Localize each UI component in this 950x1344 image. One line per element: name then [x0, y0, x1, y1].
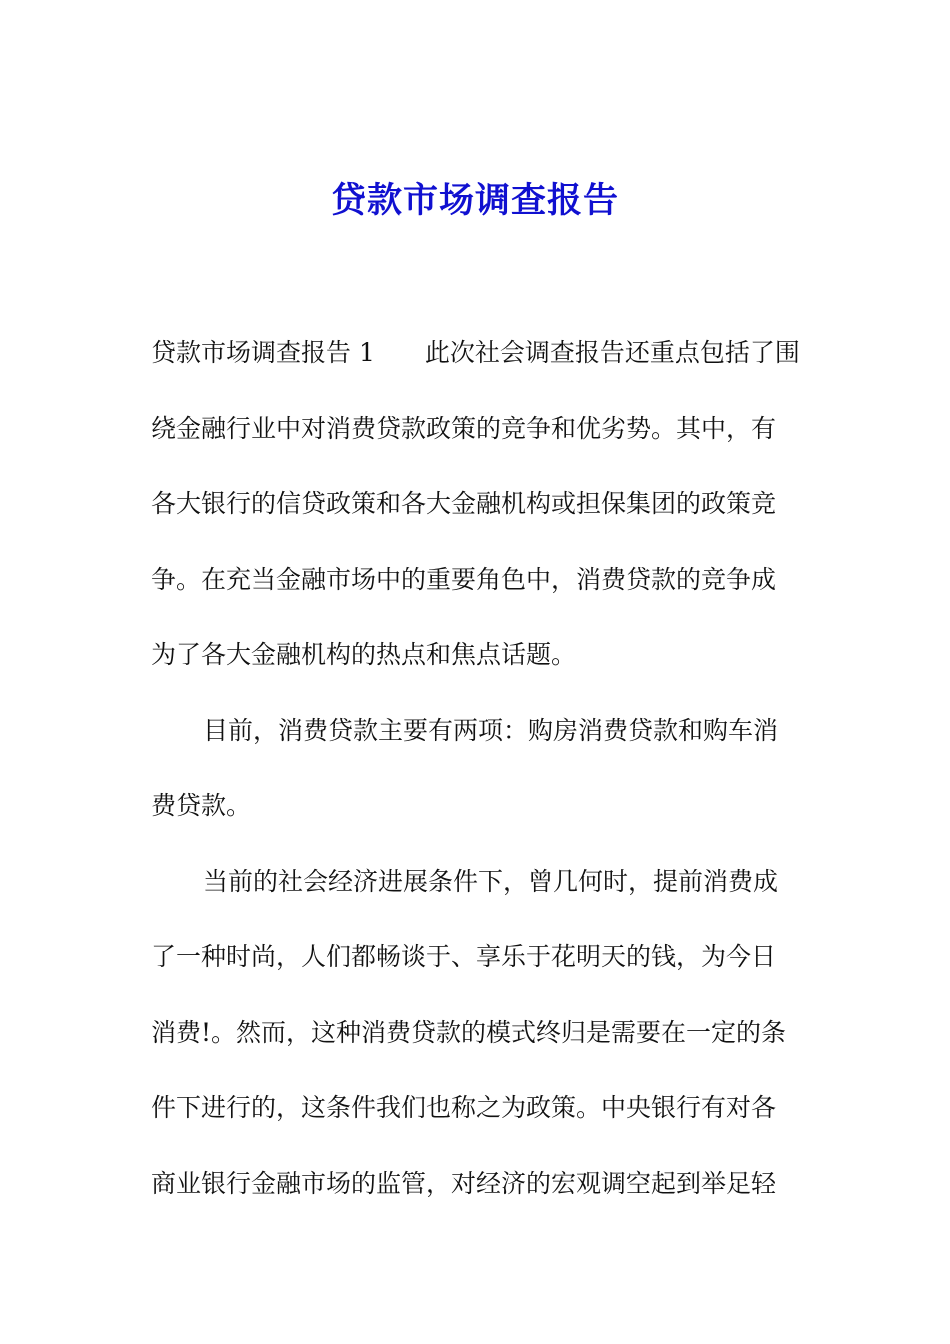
body-line: 目前，消费贷款主要有两项：购房消费贷款和购车消	[203, 715, 779, 745]
body-line: 消费!。然而，这种消费贷款的模式终归是需要在一定的条	[151, 1017, 787, 1047]
body-line: 件下进行的，这条件我们也称之为政策。中央银行有对各	[151, 1093, 777, 1122]
body-line-text: 此次社会调查报告还重点包括了围	[424, 338, 800, 367]
body-line: 绕金融行业中对消费贷款政策的竞争和优劣势。其中，有	[151, 413, 777, 443]
body-line	[151, 330, 811, 406]
report-heading-inline: 贷款市场调查报告 1	[151, 338, 375, 367]
body-line: 当前的社会经济进展条件下，曾几何时，提前消费成	[203, 866, 779, 896]
body-line: 争。在充当金融市场中的重要角色中，消费贷款的竞争成	[151, 564, 777, 594]
document-title: 贷款市场调查报告	[330, 180, 619, 221]
body-line: 各大银行的信贷政策和各大金融机构或担保集团的政策竞	[151, 489, 777, 518]
body-line: 为了各大金融机构的热点和焦点话题。	[151, 640, 577, 669]
body-line: 了一种时尚，人们都畅谈于、享乐于花明天的钱，为今日	[151, 942, 777, 971]
body-line: 费贷款。	[151, 791, 252, 820]
body-line: 商业银行金融市场的监管，对经济的宏观调空起到举足轻	[151, 1168, 777, 1198]
document-body	[151, 330, 811, 1236]
